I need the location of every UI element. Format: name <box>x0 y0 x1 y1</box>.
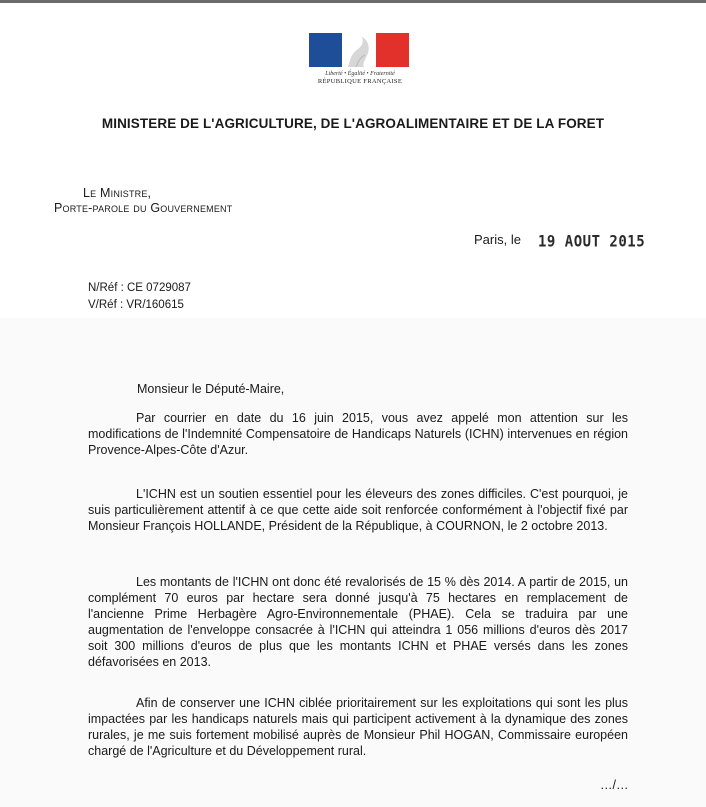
our-reference: N/Réf : CE 0729087 <box>88 282 191 294</box>
letter-paragraph: Afin de conserver une ICHN ciblée prioritairement sur les exploitations qui sont les plus impactées par les handicaps naturels mais qui participent activement à la dynamique des zones rurales, je me suis fortement mobilisé auprès de Monsieur Phil HOGAN, Commissaire européen chargé de l'Agriculture et du Développement rural. <box>88 696 628 758</box>
date-stamp: 19 AOUT 2015 <box>538 232 646 252</box>
date-place: Paris, le <box>474 232 521 247</box>
letter-paragraph: L'ICHN est un soutien essentiel pour les éleveurs des zones difficiles. C'est pourquoi, je suis particulièrement attentif à ce que cette aide soit renforcée conformément à l'objectif fixé par Monsieur François HOLLANDE, Président de la République, à COURNON, le 2 octobre 2013. <box>88 487 628 533</box>
tricolor-flag-icon <box>309 33 409 67</box>
continuation-marker: …/… <box>600 778 629 792</box>
salutation: Monsieur le Député-Maire, <box>137 382 285 396</box>
your-reference: V/Réf : VR/160615 <box>88 299 184 311</box>
letter-paragraph: Par courrier en date du 16 juin 2015, vous avez appelé mon attention sur les modifications de l'Indemnité Compensatoire de Handicaps Naturels (ICHN) intervenues en région Provence-Alpes-Côte d'Azur. <box>88 411 628 457</box>
letter-paragraph: Les montants de l'ICHN ont donc été revalorisés de 15 % dès 2014. A partir de 2015, un complément 70 euros par hectare sera donné jusqu'à 75 hectares en remplacement de l'ancienne Prime Herbagère Agro-Environnementale (PHAE). Cela se traduira par une augmentation de l'enveloppe consacrée à l'ICHN qui atteindra 1 056 millions d'euros dès 2017 soit 300 millions d'euros de plus que les montants ICHN et PHAE versés dans les zones défavorisées en 2013. <box>88 575 628 669</box>
republic-name: RÉPUBLIQUE FRANÇAISE <box>317 78 403 85</box>
ministry-heading: MINISTERE DE L'AGRICULTURE, DE L'AGROALIMENTAIRE ET DE LA FORET <box>101 116 605 131</box>
sender-role: Porte-parole du Gouvernement <box>54 201 233 215</box>
republic-motto: Liberté • Égalité • Fraternité <box>325 71 395 77</box>
sender-title: Le Ministre, <box>83 186 152 200</box>
marianne-logo <box>309 33 411 85</box>
scan-top-edge <box>0 0 706 3</box>
